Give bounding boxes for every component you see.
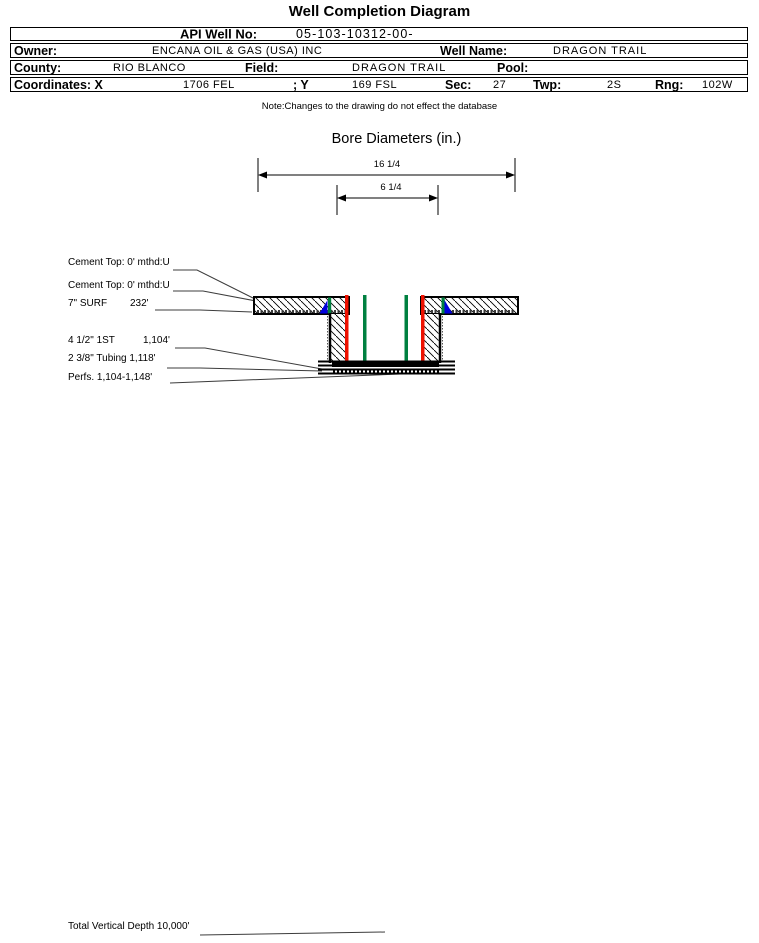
outer-bore-value: 16 1/4 <box>373 159 401 170</box>
leader-lines <box>155 270 400 935</box>
api-well-no-value: 05-103-10312-00- <box>296 27 414 41</box>
total-vertical-depth-label: Total Vertical Depth 10,000' <box>68 921 190 932</box>
rng-label: Rng: <box>655 77 684 92</box>
right-arrowhead-outer <box>506 172 515 179</box>
production-casing-wall-right <box>421 295 425 362</box>
cement-top-label-1: Cement Top: 0' mthd:U <box>68 257 170 268</box>
county-label: County: <box>14 60 62 75</box>
left-arrowhead-outer <box>258 172 267 179</box>
tubing-wall-left <box>363 295 367 362</box>
leader-perfs <box>170 374 400 383</box>
outer-bore-dimension <box>258 158 515 192</box>
tubing-wall-right <box>405 295 409 362</box>
twp-label: Twp: <box>533 77 562 92</box>
sec-value: 27 <box>493 78 507 91</box>
surface-casing-label: 7" SURF <box>68 298 108 309</box>
header-row-owner <box>10 43 748 58</box>
inner-bore-value: 6 1/4 <box>380 182 402 193</box>
header-row-county <box>10 60 748 75</box>
bore-diameters-title: Bore Diameters (in.) <box>331 131 462 147</box>
coordinates-y-label: ; Y <box>293 77 309 92</box>
surface-casing-bar-right <box>421 297 518 314</box>
header-row-coordinates <box>10 77 748 92</box>
coordinates-y-value: 169 FSL <box>352 78 398 91</box>
county-value: RIO BLANCO <box>113 61 186 74</box>
sec-label: Sec: <box>445 77 472 92</box>
cement-annulus-right <box>425 314 439 362</box>
surface-casing-depth: 232' <box>130 298 149 309</box>
inner-bore-dimension <box>337 185 438 215</box>
leader-first-casing <box>175 348 322 369</box>
leader-surface-casing <box>155 310 252 312</box>
first-casing-depth: 1,104' <box>143 335 170 346</box>
leader-cement-top-1 <box>173 270 253 298</box>
header-row-api <box>10 27 748 41</box>
first-casing-label: 4 1/2" 1ST <box>68 335 115 346</box>
page-title: Well Completion Diagram <box>288 3 471 20</box>
coordinates-x-value: 1706 FEL <box>183 78 235 91</box>
cement-wedge-right <box>445 300 453 314</box>
twp-value: 2S <box>607 78 622 91</box>
well-name-value: DRAGON TRAIL <box>553 44 648 57</box>
owner-label: Owner: <box>14 43 58 58</box>
pool-label: Pool: <box>497 60 529 75</box>
api-well-no-label: API Well No: <box>180 26 258 42</box>
production-casing-wall-left <box>345 295 349 362</box>
casing-bottom-bar <box>332 363 439 368</box>
coordinates-label: Coordinates: X <box>14 77 103 92</box>
surface-casing-wall-left <box>328 298 331 314</box>
surface-casing-wall-right <box>442 298 445 314</box>
right-arrowhead-inner <box>429 195 438 202</box>
database-note: Note:Changes to the drawing do not effect the database <box>261 101 498 112</box>
left-arrowhead-inner <box>337 195 346 202</box>
cement-wedge-left <box>320 300 328 314</box>
leader-tubing <box>167 368 322 371</box>
surface-casing-bar-left <box>254 297 349 314</box>
rng-value: 102W <box>702 78 733 91</box>
well-name-label: Well Name: <box>440 43 508 58</box>
cement-top-label-2: Cement Top: 0' mthd:U <box>68 280 170 291</box>
tubing-label: 2 3/8" Tubing 1,118' <box>68 353 156 364</box>
field-value: DRAGON TRAIL <box>352 61 447 74</box>
leader-cement-top-2 <box>173 291 256 301</box>
perfs-label: Perfs. 1,104-1,148' <box>68 372 153 383</box>
total-depth-line <box>200 932 385 935</box>
cement-annulus-left <box>331 314 345 362</box>
field-label: Field: <box>245 60 279 75</box>
owner-value: ENCANA OIL & GAS (USA) INC <box>152 44 323 57</box>
perforation-band <box>318 362 455 374</box>
